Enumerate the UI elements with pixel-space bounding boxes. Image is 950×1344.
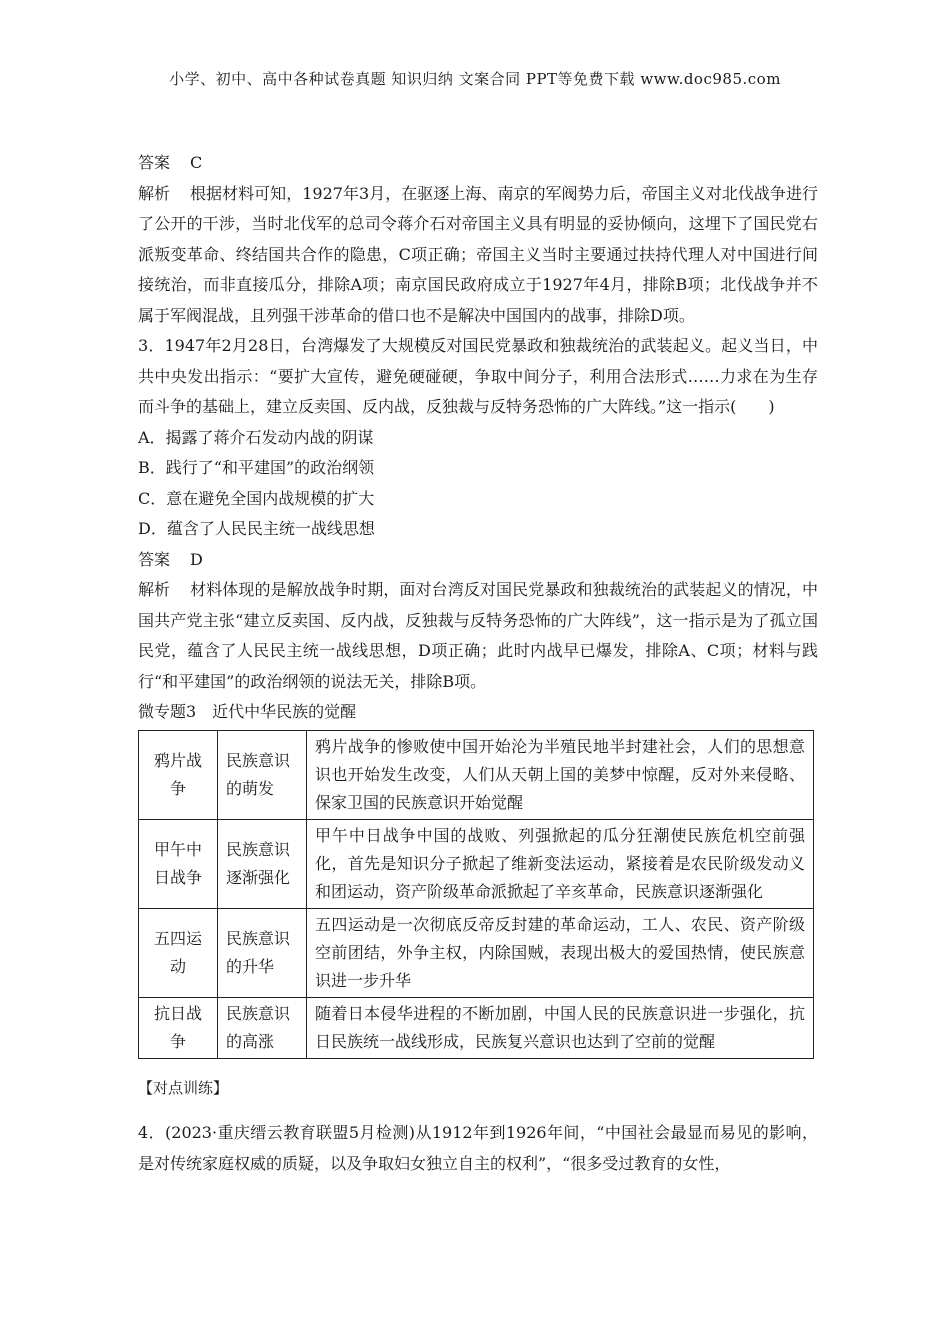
table-row	[139, 819, 814, 908]
stage-cell: 民族意识的高涨	[218, 997, 307, 1058]
table-row	[139, 908, 814, 997]
q3-stem: 3．1947年2月28日，台湾爆发了大规模反对国民党暴政和独裁统治的武装起义。起义当日，中共中央发出指示：“要扩大宣传，避免硬碰硬，争取中间分子，利用合法形式……力求在为生存而斗争的基础上，建立反卖国、反内战，反独裁与反特务恐怖的广大阵线。”这一指示( )	[138, 336, 818, 416]
table-row	[139, 730, 814, 819]
topic-title: 微专题3 近代中华民族的觉醒	[138, 702, 357, 721]
table-row	[139, 997, 814, 1058]
desc-cell: 五四运动是一次彻底反帝反封建的革命运动，工人、农民、资产阶级空前团结，外争主权，内除国贼，表现出极大的爱国热情，使民族意识进一步升华	[307, 908, 814, 997]
desc-cell: 甲午中日战争中国的战败、列强掀起的瓜分狂潮使民族危机空前强化，首先是知识分子掀起了维新变法运动，紧接着是农民阶级发动义和团运动，资产阶级革命派掀起了辛亥革命，民族意识逐渐强化	[307, 819, 814, 908]
analysis-label: 解析	[138, 183, 171, 203]
answer-value: D	[190, 549, 203, 569]
stage-cell: 民族意识的升华	[218, 908, 307, 997]
document-body	[138, 148, 818, 1179]
q4-stem: 4．(2023·重庆缙云教育联盟5月检测)从1912年到1926年间，“中国社会最显而易见的影响，是对传统家庭权威的质疑，以及争取妇女独立自主的权利”，“很多受过教育的女性，	[138, 1123, 818, 1173]
stage-cell: 民族意识逐渐强化	[218, 819, 307, 908]
event-cell: 抗日战争	[139, 997, 218, 1058]
event-cell: 鸦片战争	[139, 730, 218, 819]
q3-option-a: A．揭露了蒋介石发动内战的阴谋	[138, 427, 374, 447]
answer-label: 答案	[138, 549, 171, 569]
stage-cell: 民族意识的萌发	[218, 730, 307, 819]
analysis-label: 解析	[138, 580, 171, 599]
q2-answer	[138, 148, 818, 179]
training-title: 【对点训练】	[138, 1078, 229, 1097]
analysis-text: 根据材料可知，1927年3月，在驱逐上海、南京的军阀势力后，帝国主义对北伐战争进行了公开的干涉，当时北伐军的总司令蒋介石对帝国主义具有明显的妥协倾向，这埋下了国民党右派叛变革命、终结国共合作的隐患，C项正确；帝国主义当时主要通过扶持代理人对中国进行间接统治，而非直接瓜分，排除A项；南京国民政府成立于1927年4月，排除B项；北伐战争并不属于军阀混战，且列强干涉革命的借口也不是解决中国国内的战事，排除D项。	[138, 183, 818, 325]
answer-label: 答案	[138, 153, 171, 172]
answer-value: C	[190, 153, 203, 172]
q3-option-c: C．意在避免全国内战规模的扩大	[138, 488, 375, 508]
desc-cell: 随着日本侵华进程的不断加剧，中国人民的民族意识进一步强化，抗日民族统一战线形成，民族复兴意识也达到了空前的觉醒	[307, 997, 814, 1058]
desc-cell: 鸦片战争的惨败使中国开始沦为半殖民地半封建社会，人们的思想意识也开始发生改变，人们从天朝上国的美梦中惊醒，反对外来侵略、保家卫国的民族意识开始觉醒	[307, 730, 814, 819]
page-header: 小学、初中、高中各种试卷真题 知识归纳 文案合同 PPT等免费下载 www.doc985.com	[169, 70, 781, 88]
q3-option-d: D．蕴含了人民民主统一战线思想	[138, 519, 375, 538]
event-cell: 五四运动	[139, 908, 218, 997]
q3-option-b: B．践行了“和平建国”的政治纲领	[138, 458, 375, 477]
event-cell: 甲午中日战争	[139, 819, 218, 908]
analysis-text: 材料体现的是解放战争时期，面对台湾反对国民党暴政和独裁统治的武装起义的情况，中国共产党主张“建立反卖国、反内战，反独裁与反特务恐怖的广大阵线”，这一指示是为了孤立国民党，蕴含了人民民主统一战线思想，D项正确；此时内战早已爆发，排除A、C项；材料与践行“和平建国”的政治纲领的说法无关，排除B项。	[138, 580, 818, 691]
q2-analysis	[138, 179, 818, 332]
q3-answer	[138, 545, 818, 576]
topic-table	[138, 730, 814, 1059]
q3-analysis	[138, 575, 818, 697]
